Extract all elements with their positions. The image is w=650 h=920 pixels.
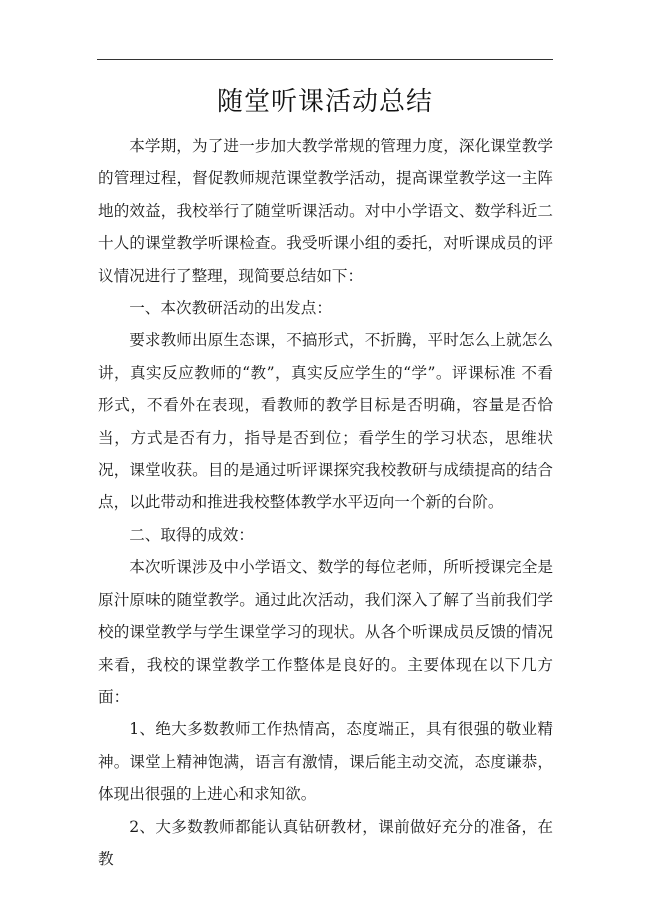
paragraph-starting-point: 要求教师出原生态课，不搞形式，不折腾，平时怎么上就怎么讲，真实反应教师的“教”，真实反应学生的“学”。评课标准 不看形式，不看外在表现，看教师的教学目标是否明确，容量是否恰当，方式是否有力，指导是否到位；看学生的学习状态，思维状况，课堂收获。目的是通过听评课探究我校教研与成绩提高的结合点，以此带动和推进我校整体教学水平迈向一个新的台阶。 [98, 331, 553, 512]
paragraph-point-1: 1、绝大多数教师工作热情高，态度端正，具有很强的敬业精神。课堂上精神饱满，语言有激情，课后能主动交流，态度谦恭，体现出很强的上进心和求知欲。 [98, 720, 553, 804]
paragraph-point-2: 2、大多数教师都能认真钻研教材，课前做好充分的准备，在教 [98, 817, 553, 868]
document-body [98, 130, 553, 875]
paragraph-results: 本次听课涉及中小学语文、数学的每位老师，所听授课完全是原汁原味的随堂教学。通过此次活动，我们深入了解了当前我们学校的课堂教学与学生课堂学习的现状。从各个听课成员反馈的情况来看，我校的课堂教学工作整体是良好的。主要体现在以下几方面： [98, 558, 553, 706]
document-title: 随堂听课活动总结 [216, 87, 433, 117]
header-rule [97, 59, 553, 60]
section-heading-1: 一、本次教研活动的出发点： [129, 299, 332, 318]
paragraph-intro: 本学期，为了进一步加大教学常规的管理力度，深化课堂教学的管理过程，督促教师规范课堂教学活动，提高课堂教学这一主阵地的效益，我校举行了随堂听课活动。对中小学语文、数学科近二十人的课堂教学听课检查。我受听课小组的委托，对听课成员的评议情况进行了整理，现简要总结如下： [98, 137, 553, 285]
section-heading-2: 二、取得的成效： [129, 525, 254, 544]
